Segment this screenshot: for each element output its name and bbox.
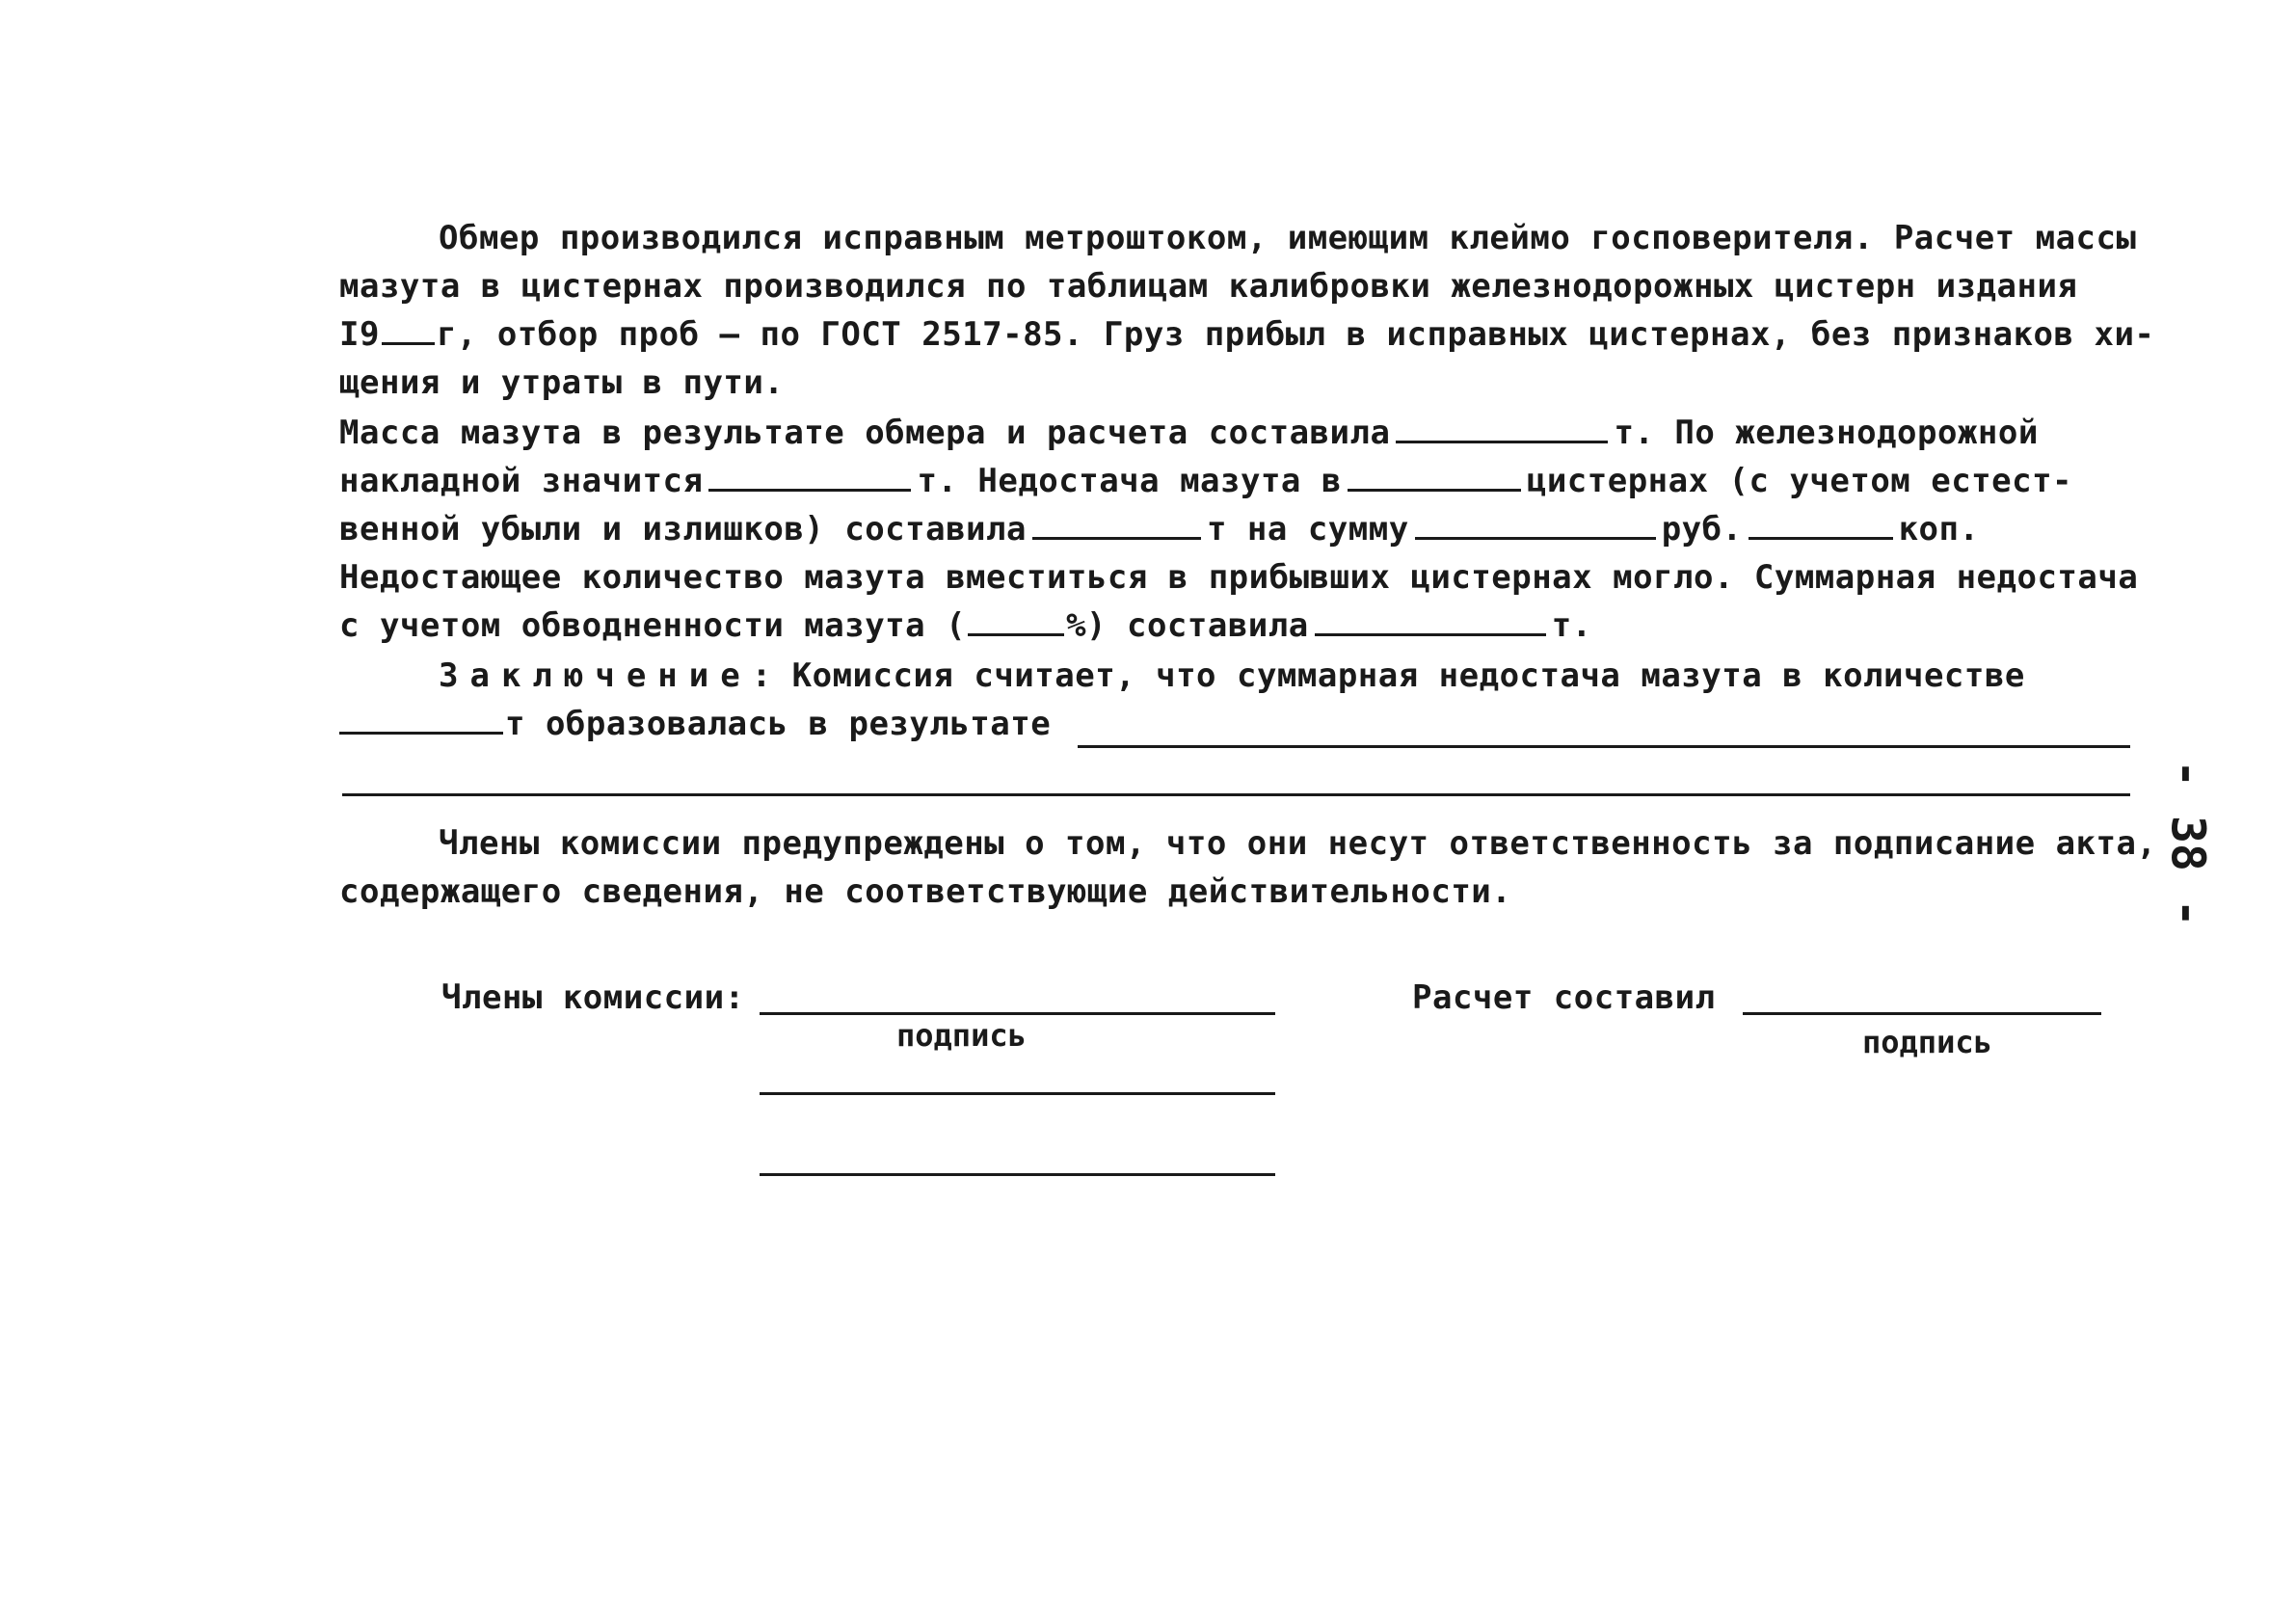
conclusion-line-2: т образовалась в результате [339,700,2132,748]
paragraph-2-line-3: венной убыли и излишков) составила т на сумму руб. коп. [339,510,1980,549]
conclusion-reason-field[interactable] [1078,745,2130,748]
tank-count-field[interactable] [1348,460,1521,492]
measured-mass-field[interactable] [1396,412,1608,443]
calc-label: Расчет составил [1412,978,1716,1017]
warning-line-1: Члены комиссии предупреждены о том, что они несут ответственность за подписание акта, [439,824,2157,863]
conclusion-amount-field[interactable] [339,703,503,735]
calc-signature-caption: подпись [1862,1024,1992,1060]
total-shortage-field[interactable] [1315,604,1546,636]
waybill-mass-field[interactable] [708,460,911,492]
calc-signature-line[interactable] [1743,1012,2101,1015]
paragraph-2-line-5: с учетом обводненности мазута ( %) составила т. [339,606,1592,645]
member-signature-line-1[interactable] [760,1012,1275,1015]
conclusion-label: Заключение [439,656,752,695]
member-signature-line-2[interactable] [760,1092,1275,1095]
warning-line-2: содержащего сведения, не соответствующие действительности. [339,872,1512,911]
water-content-field[interactable] [968,604,1064,636]
conclusion-line-1: Заключение: Комиссия считает, что суммарная недостача мазута в количестве [439,656,2025,695]
paragraph-2-line-1: Масса мазута в результате обмера и расчета составила т. По железнодорожной [339,414,2039,452]
shortage-mass-field[interactable] [1032,508,1201,540]
member-signature-caption: подпись [896,1017,1027,1054]
sum-kop-field[interactable] [1749,508,1893,540]
paragraph-1-line-2: мазута в цистернах производился по таблицам калибровки железнодорожных цистерн издания [339,267,2078,306]
conclusion-reason-line-2[interactable] [342,793,2130,796]
paragraph-1-line-4: щения и утраты в пути. [339,363,785,402]
sum-rub-field[interactable] [1415,508,1656,540]
paragraph-2-line-2: накладной значится т. Недостача мазута в цистернах (с учетом естест- [339,462,2073,500]
page-number: - 38 - [2161,760,2216,927]
year-field[interactable] [382,313,435,345]
members-label: Члены комиссии: [441,978,745,1017]
member-signature-line-3[interactable] [760,1173,1275,1176]
paragraph-1-line-1: Обмер производился исправным метроштоком, имеющим клеймо госповерителя. Расчет массы [439,219,2137,257]
paragraph-1-line-3: I9 г, отбор проб – по ГОСТ 2517-85. Груз прибыл в исправных цистернах, без признаков хи- [339,315,2155,354]
paragraph-2-line-4: Недостающее количество мазута вместиться в прибывших цистернах могло. Суммарная недостача [339,558,2139,597]
